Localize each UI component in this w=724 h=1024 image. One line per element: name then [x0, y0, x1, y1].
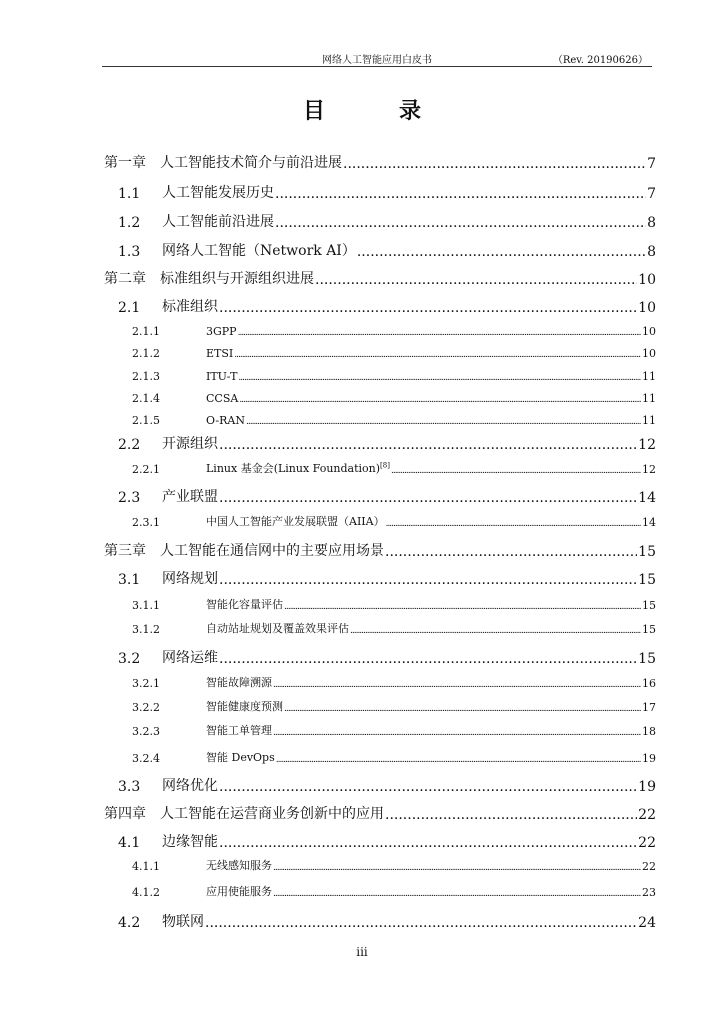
toc-entry-number: 1.1	[118, 186, 141, 202]
toc-entry-label[interactable]	[206, 749, 275, 765]
page-title: 目 录	[302, 99, 447, 124]
toc-entry[interactable]	[132, 620, 656, 636]
running-header	[102, 50, 652, 67]
toc-entry-label[interactable]	[206, 722, 272, 738]
toc-entry-page: 8	[647, 215, 656, 231]
toc-entry[interactable]	[132, 411, 656, 427]
dot-leader	[219, 572, 637, 588]
toc-entry-page: 7	[647, 156, 656, 172]
dot-leader	[284, 602, 641, 612]
dot-leader	[315, 272, 637, 288]
toc-entry-label-text: 网络人工智能（Network AI）	[162, 243, 356, 259]
toc-entry-number: 3.2.4	[132, 752, 160, 765]
dot-leader	[275, 186, 646, 202]
toc-entry-number: 2.1.2	[132, 347, 160, 360]
toc-entry-page: 11	[642, 370, 656, 383]
dot-leader	[246, 417, 641, 427]
toc-entry-label[interactable]	[206, 347, 233, 360]
dot-leader	[238, 373, 641, 383]
toc-entry-page: 24	[638, 915, 656, 931]
dot-leader	[273, 889, 641, 899]
toc-entry-number: 第二章	[104, 271, 146, 287]
toc-entry[interactable]	[118, 568, 656, 588]
dot-leader	[219, 490, 637, 506]
toc-entry-page: 10	[642, 347, 656, 360]
toc-entry-number: 2.1.5	[132, 414, 160, 427]
toc-entry-page: 11	[642, 414, 656, 427]
toc-entry-label[interactable]	[206, 513, 385, 529]
dot-leader	[205, 915, 637, 931]
toc-entry-label[interactable]	[162, 647, 218, 667]
dot-leader	[219, 437, 637, 453]
toc-entry-page: 10	[638, 300, 656, 316]
toc-entry-page: 15	[638, 651, 656, 667]
dot-leader	[219, 835, 637, 851]
toc-entry-number: 3.2.2	[132, 701, 160, 714]
toc-entry-label-text: 中国人工智能产业发展联盟（AIIA）	[206, 515, 385, 528]
toc-entry-page: 12	[638, 437, 656, 453]
toc-entry[interactable]	[118, 831, 656, 851]
dot-leader	[234, 350, 641, 360]
page-number: iii	[356, 945, 368, 959]
toc-entry-label-text: O-RAN	[206, 414, 245, 427]
toc-entry-number: 4.1	[118, 835, 141, 851]
toc-entry-label[interactable]	[162, 831, 218, 851]
toc-entry-number: 4.2	[118, 915, 141, 931]
toc-entry-number: 2.3.1	[132, 516, 160, 529]
toc-entry-label[interactable]	[206, 883, 272, 899]
toc-entry-label[interactable]	[160, 268, 314, 288]
toc-entry-label[interactable]	[160, 152, 342, 172]
toc-entry-label-text: 智能健康度预测	[206, 700, 283, 713]
toc-entry[interactable]	[132, 698, 656, 714]
toc-entry-number: 1.3	[118, 244, 141, 260]
header-revision: （Rev. 20190626）	[552, 55, 648, 66]
toc-entry-number: 3.1.2	[132, 623, 160, 636]
toc-entry-label-text: 人工智能前沿进展	[162, 214, 274, 230]
dot-leader	[386, 519, 641, 529]
toc-entry-page: 22	[638, 807, 656, 823]
toc-entry-number: 3.1.1	[132, 599, 160, 612]
toc-entry-label[interactable]	[162, 433, 218, 453]
toc-entry-label-text: 开源组织	[162, 436, 218, 452]
toc-entry[interactable]	[132, 389, 656, 405]
toc-entry[interactable]	[118, 182, 656, 202]
toc-entry[interactable]	[104, 540, 656, 560]
toc-entry[interactable]	[132, 513, 656, 529]
dot-leader	[391, 466, 641, 476]
dot-leader	[276, 755, 641, 765]
toc-entry[interactable]	[118, 433, 656, 453]
dot-leader	[385, 544, 637, 560]
toc-entry[interactable]	[132, 857, 656, 873]
toc-entry-page: 16	[642, 677, 656, 690]
toc-entry-label[interactable]	[162, 211, 274, 231]
toc-entry-label-text: Linux 基金会(Linux Foundation)	[206, 462, 381, 475]
toc-entry-number: 2.2.1	[132, 463, 160, 476]
toc-entry[interactable]	[132, 367, 656, 383]
toc-entry-label-text: 3GPP	[206, 325, 237, 338]
dot-leader	[275, 215, 646, 231]
toc-entry-label[interactable]	[162, 568, 218, 588]
toc-entry[interactable]	[132, 749, 656, 765]
dot-leader	[284, 704, 641, 714]
dot-leader	[219, 651, 637, 667]
toc-entry-number: 2.1.4	[132, 392, 160, 405]
toc-entry-number: 第三章	[104, 543, 146, 559]
toc-entry-page: 8	[647, 244, 656, 260]
toc-entry-number: 2.2	[118, 437, 141, 453]
toc-entry-number: 3.2.1	[132, 677, 160, 690]
toc-entry-page: 15	[638, 544, 656, 560]
toc-entry-label-text: 人工智能在通信网中的主要应用场景	[160, 543, 384, 559]
toc-entry-label[interactable]	[160, 803, 384, 823]
toc-entry-page: 10	[638, 272, 656, 288]
toc-entry-number: 第一章	[104, 155, 146, 171]
dot-leader	[238, 328, 641, 338]
toc-entry-page: 15	[638, 572, 656, 588]
toc-entry-label-text: ETSI	[206, 347, 234, 360]
dot-leader	[239, 395, 641, 405]
toc-entry-label-text: 人工智能技术简介与前沿进展	[160, 155, 342, 171]
toc-entry-label-text: 无线感知服务	[206, 859, 272, 872]
toc-entry-label-text: 网络优化	[162, 778, 218, 794]
toc-entry-label[interactable]	[206, 392, 238, 405]
toc-entry-number: 3.2.3	[132, 725, 160, 738]
toc-entry-page: 10	[642, 325, 656, 338]
toc-entry-label[interactable]	[206, 325, 237, 338]
toc-entry-number: 3.2	[118, 651, 141, 667]
toc-entry-label[interactable]	[206, 620, 349, 636]
toc-entry-label-text: 物联网	[162, 914, 204, 930]
toc-entry[interactable]	[132, 722, 656, 738]
toc-entry-number: 3.1	[118, 572, 141, 588]
toc-entry-number: 4.1.2	[132, 886, 160, 899]
toc-entry[interactable]	[118, 296, 656, 316]
toc-entry[interactable]	[118, 240, 656, 260]
toc-entry-label-text: CCSA	[206, 392, 239, 405]
toc-entry[interactable]	[104, 152, 656, 172]
toc-entry-label[interactable]	[206, 857, 272, 873]
dot-leader	[273, 863, 641, 873]
toc-entry[interactable]	[118, 911, 656, 931]
toc-entry-number: 3.3	[118, 779, 141, 795]
toc-entry-page: 17	[642, 701, 656, 714]
toc-entry-page: 11	[642, 392, 656, 405]
toc-entry[interactable]	[132, 344, 656, 360]
toc-entry-label[interactable]	[206, 414, 245, 427]
toc-entry-label-text: 标准组织与开源组织进展	[160, 271, 314, 287]
toc-entry-page: 14	[638, 490, 656, 506]
toc-entry-label-text: 网络规划	[162, 571, 218, 587]
toc-entry-label-text: ITU-T	[206, 370, 238, 383]
dot-leader	[219, 300, 637, 316]
toc-entry-page: 12	[642, 463, 656, 476]
toc-entry-page: 7	[647, 186, 656, 202]
dot-leader	[343, 156, 646, 172]
toc-entry-label[interactable]	[162, 296, 218, 316]
toc-entry[interactable]	[132, 596, 656, 612]
toc-entry[interactable]	[118, 486, 656, 506]
dot-leader	[273, 728, 641, 738]
toc-entry-number: 2.3	[118, 490, 141, 506]
toc-entry-label[interactable]	[162, 240, 356, 260]
toc-entry-label[interactable]	[206, 698, 283, 714]
toc-entry-page: 19	[642, 752, 656, 765]
toc-entry[interactable]	[104, 803, 656, 823]
toc-entry-number: 2.1.1	[132, 325, 160, 338]
toc-entry-label[interactable]	[162, 911, 204, 931]
toc-entry-number: 4.1.1	[132, 860, 160, 873]
dot-leader	[219, 779, 637, 795]
toc-entry[interactable]	[104, 268, 656, 288]
citation-marker[interactable]: [8]	[380, 461, 390, 470]
toc-entry-label[interactable]	[206, 596, 283, 612]
toc-entry-number: 第四章	[104, 806, 146, 822]
toc-entry-page: 15	[642, 623, 656, 636]
toc-entry-label-text: 边缘智能	[162, 834, 218, 850]
toc-entry-page: 15	[642, 599, 656, 612]
toc-entry-label-text: 人工智能在运营商业务创新中的应用	[160, 806, 384, 822]
toc-entry-number: 2.1.3	[132, 370, 160, 383]
dot-leader	[385, 807, 637, 823]
toc-entry-label-text: 智能 DevOps	[206, 751, 275, 764]
toc-entry[interactable]	[132, 322, 656, 338]
toc-entry-label-text: 应用使能服务	[206, 885, 272, 898]
header-title: 网络人工智能应用白皮书	[322, 55, 432, 66]
toc-entry[interactable]	[132, 460, 656, 476]
toc-entry-label-text: 智能工单管理	[206, 724, 272, 737]
toc-entry-label[interactable]	[162, 182, 274, 202]
toc-entry-label[interactable]	[206, 674, 272, 690]
toc-entry-label[interactable]	[206, 460, 390, 476]
toc-entry-page: 18	[642, 725, 656, 738]
dot-leader	[273, 680, 641, 690]
toc-entry[interactable]	[118, 775, 656, 795]
toc-entry-label[interactable]	[206, 370, 237, 383]
toc-entry-page: 23	[642, 886, 656, 899]
toc-entry-number: 1.2	[118, 215, 141, 231]
toc-entry[interactable]	[118, 647, 656, 667]
toc-entry-label-text: 自动站址规划及覆盖效果评估	[206, 622, 349, 635]
toc-entry-page: 19	[638, 779, 656, 795]
dot-leader	[357, 244, 646, 260]
toc-entry-label[interactable]	[162, 775, 218, 795]
toc-entry-label[interactable]	[162, 486, 218, 506]
toc-entry-label[interactable]	[160, 540, 384, 560]
toc-entry-label-text: 网络运维	[162, 650, 218, 666]
toc-entry-page: 22	[638, 835, 656, 851]
toc-entry[interactable]	[132, 883, 656, 899]
toc-entry-number: 2.1	[118, 300, 141, 316]
dot-leader	[350, 626, 641, 636]
toc-entry-page: 14	[642, 516, 656, 529]
toc-entry[interactable]	[118, 211, 656, 231]
toc-entry-label-text: 智能化容量评估	[206, 598, 283, 611]
toc-entry-label-text: 人工智能发展历史	[162, 185, 274, 201]
toc-entry-page: 22	[642, 860, 656, 873]
toc-entry-label-text: 标准组织	[162, 299, 218, 315]
toc-entry-label-text: 智能故障溯源	[206, 676, 272, 689]
toc-entry[interactable]	[132, 674, 656, 690]
toc-entry-label-text: 产业联盟	[162, 489, 218, 505]
